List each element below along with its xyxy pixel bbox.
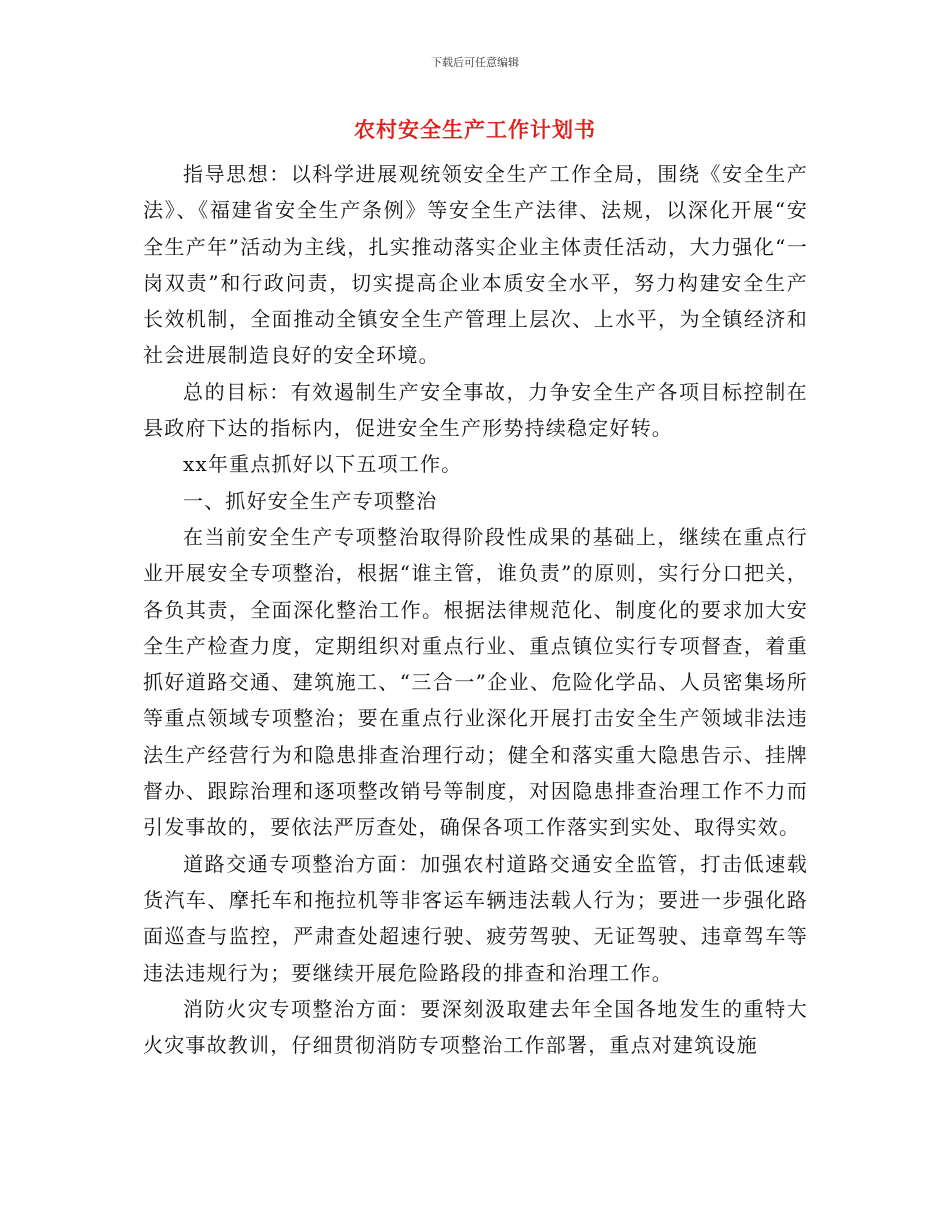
- paragraph-special-rectification: 在当前安全生产专项整治取得阶段性成果的基础上，继续在重点行业开展安全专项整治，根据“谁主管，谁负责”的原则，实行分口把关，各负其责，全面深化整治工作。根据法律规范化、制度化的要求加大安全生产检查力度，定期组织对重点行业、重点镇位实行专项督查，着重抓好道路交通、建筑施工、“三合一”企业、危险化学品、人员密集场所等重点领域专项整治；要在重点行业深化开展打击安全生产领域非法违法生产经营行为和隐患排查治理行动；健全和落实重大隐患告示、挂牌督办、跟踪治理和逐项整改销号等制度，对因隐患排查治理工作不力而引发事故的，要依法严厉查处，确保各项工作落实到实处、取得实效。: [143, 524, 808, 840]
- section-heading-1: 一、抓好安全生产专项整治: [183, 488, 438, 513]
- paragraph-guiding-ideology: 指导思想：以科学进展观统领安全生产工作全局，围绕《安全生产法》、《福建省安全生产条例》等安全生产法律、法规，以深化开展“安全生产年”活动为主线，扎实推动落实企业主体责任活动，大力强化“一岗双责”和行政问责，切实提高企业本质安全水平，努力构建安全生产长效机制，全面推动全镇安全生产管理上层次、上水平，为全镇经济和社会进展制造良好的安全环境。: [143, 162, 808, 368]
- paragraph-road-traffic: 道路交通专项整治方面：加强农村道路交通安全监管，打击低速载货汽车、摩托车和拖拉机等非客运车辆违法载人行为；要进一步强化路面巡查与监控，严肃查处超速行驶、疲劳驾驶、无证驾驶、违章驾车等违法违规行为；要继续开展危险路段的排查和治理工作。: [143, 851, 808, 985]
- document-body: [143, 156, 808, 1063]
- header-note: 下载后可任意编辑: [431, 56, 519, 69]
- paragraph-fire-safety: 消防火灾专项整治方面：要深刻汲取建去年全国各地发生的重特大火灾事故教训，仔细贯彻消防专项整治工作部署，重点对建筑设施: [143, 996, 808, 1058]
- document-title: 农村安全生产工作计划书: [354, 118, 596, 142]
- paragraph-overall-goal: 总的目标：有效遏制生产安全事故，力争安全生产各项目标控制在县政府下达的指标内，促进安全生产形势持续稳定好转。: [143, 379, 808, 441]
- paragraph-five-tasks: xx年重点抓好以下五项工作。: [183, 452, 463, 477]
